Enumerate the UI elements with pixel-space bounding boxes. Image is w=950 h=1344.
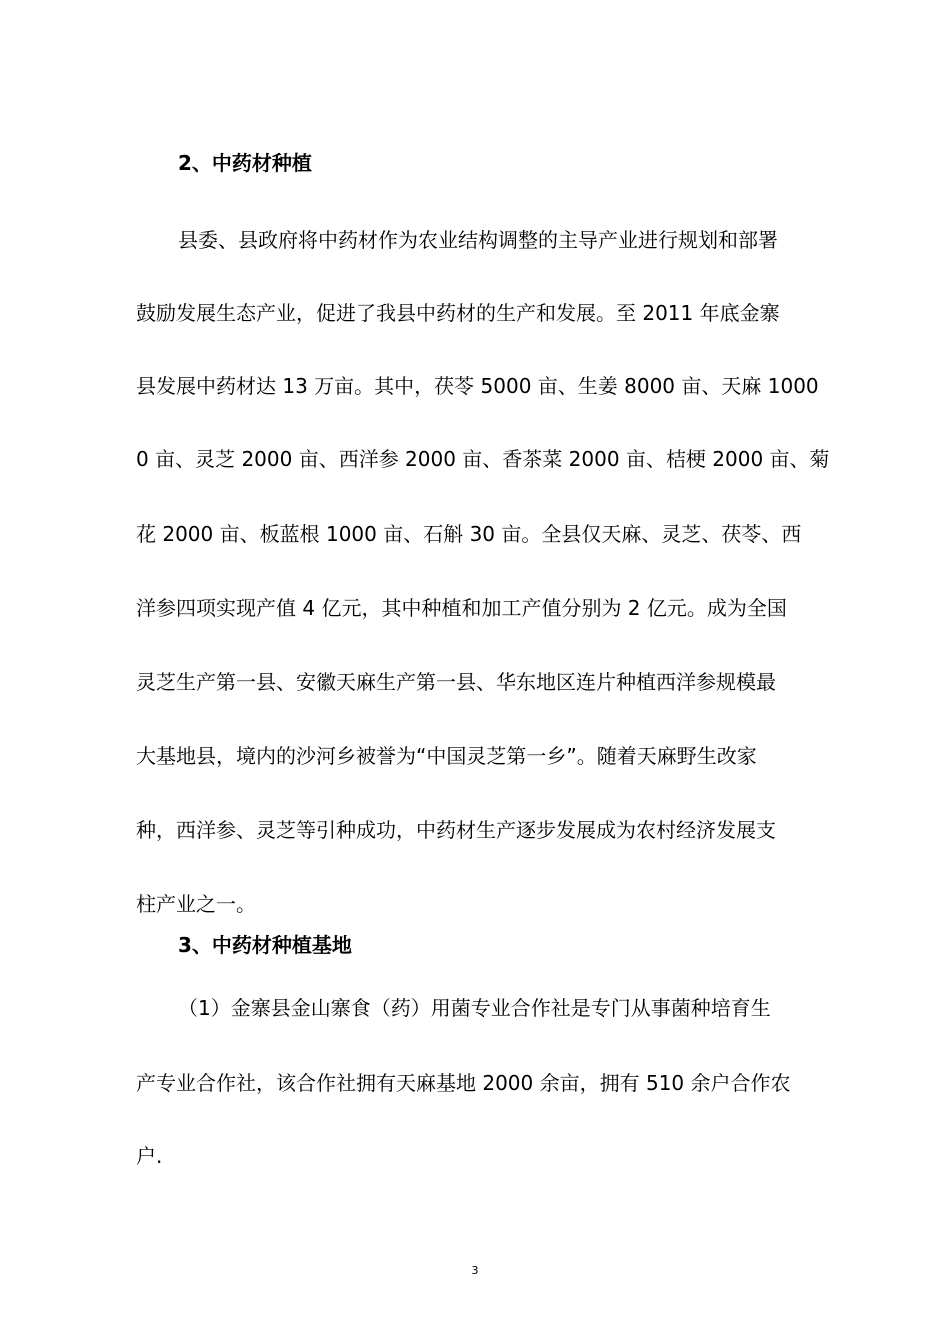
paragraph-line: 洋参四项实现产值 4 亿元，其中种植和加工产值分别为 2 亿元。成为全国 [136, 596, 787, 620]
paragraph-line: 0 亩、灵芝 2000 亩、西洋参 2000 亩、香茶菜 2000 亩、桔梗 2000 亩、菊 [136, 447, 830, 471]
paragraph-line: （1）金寨县金山寨食（药）用菌专业合作社是专门从事菌种培育生 [178, 996, 771, 1020]
paragraph-line: 县发展中药材达 13 万亩。其中，茯苓 5000 亩、生姜 8000 亩、天麻 1000 [136, 374, 819, 398]
paragraph-line: 柱产业之一。 [136, 892, 256, 916]
paragraph-line: 花 2000 亩、板蓝根 1000 亩、石斛 30 亩。全县仅天麻、灵芝、茯苓、西 [136, 522, 802, 546]
section-heading-2: 2、中药材种植 [178, 151, 312, 175]
paragraph-line: 县委、县政府将中药材作为农业结构调整的主导产业进行规划和部署 [178, 228, 778, 252]
page-number: 3 [471, 1264, 479, 1277]
paragraph-line: 种，西洋参、灵芝等引种成功，中药材生产逐步发展成为农村经济发展支 [136, 818, 776, 842]
section-heading-3: 3、中药材种植基地 [178, 933, 352, 957]
paragraph-line: 灵芝生产第一县、安徽天麻生产第一县、华东地区连片种植西洋参规模最 [136, 670, 776, 694]
paragraph-line: 户. [136, 1144, 163, 1168]
paragraph-line: 产专业合作社，该合作社拥有天麻基地 2000 余亩，拥有 510 余户合作农 [136, 1071, 791, 1095]
paragraph-line: 鼓励发展生态产业，促进了我县中药材的生产和发展。至 2011 年底金寨 [136, 301, 780, 325]
paragraph-line: 大基地县，境内的沙河乡被誉为“中国灵芝第一乡”。随着天麻野生改家 [136, 744, 757, 768]
